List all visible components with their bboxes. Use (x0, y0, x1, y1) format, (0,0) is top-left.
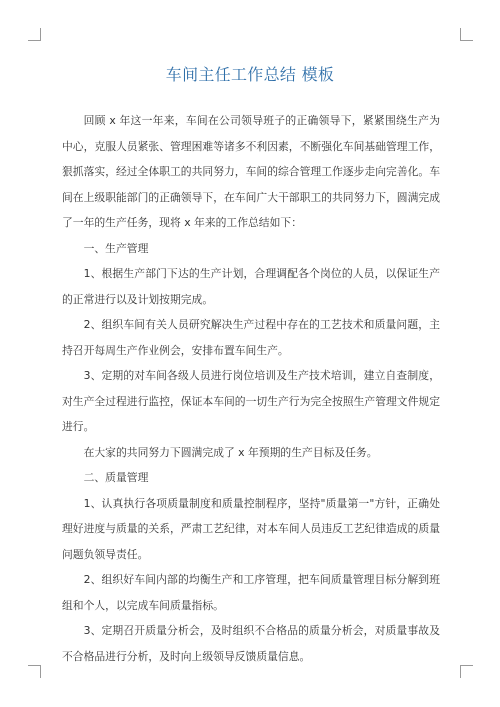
production-item-3: 3、定期的对车间各级人员进行岗位培训及生产技术培训，建立自查制度，对生产全过程进行监控，保证本车间的一切生产行为完全按照生产管理文件规定进行。 (62, 369, 440, 433)
production-item-2: 2、组织车间有关人员研究解决生产过程中存在的工艺技术和质量问题，主持召开每周生产作业例会，安排布置车间生产。 (62, 318, 440, 357)
corner-mark-top-left (28, 28, 41, 41)
intro-paragraph: 回顾 x 年这一年来，车间在公司领导班子的正确领导下，紧紧围绕生产为中心，克服人员紧张、管理困难等诸多不利因素，不断强化车间基础管理工作，狠抓落实，经过全体职工的共同努力，车间的综合管理工作逐步走向完善化。车间在上级职能部门的正确领导下，在车间广大干部职工的共同努力下，圆满完成了一年的生产任务，现将 x 年来的工作总结如下： (62, 114, 440, 229)
production-item-1: 1、根据生产部门下达的生产计划，合理调配各个岗位的人员，以保证生产的正常进行以及计划按期完成。 (62, 267, 440, 306)
corner-mark-bottom-left (28, 665, 41, 678)
document-body (62, 108, 440, 669)
quality-item-3: 3、定期召开质量分析会，及时组织不合格品的质量分析会，对质量事故及不合格品进行分析，及时向上级领导反馈质量信息。 (62, 624, 440, 663)
production-summary: 在大家的共同努力下圆满完成了 x 年预期的生产目标及任务。 (83, 445, 378, 459)
section-heading-production: 一、生产管理 (83, 241, 149, 255)
section-heading-quality: 二、质量管理 (83, 471, 149, 484)
document-title: 车间主任工作总结 模板 (165, 65, 335, 84)
corner-mark-bottom-right (460, 665, 473, 678)
quality-item-1: 1、认真执行各项质量制度和质量控制程序，坚持"质量第一"方针，正确处理好进度与质量的关系，严肃工艺纪律，对本车间人员违反工艺纪律造成的质量问题负领导责任。 (62, 496, 440, 561)
quality-item-2: 2、组织好车间内部的均衡生产和工序管理，把车间质量管理目标分解到班组和个人，以完成车间质量指标。 (62, 573, 440, 612)
corner-mark-top-right (460, 28, 473, 41)
